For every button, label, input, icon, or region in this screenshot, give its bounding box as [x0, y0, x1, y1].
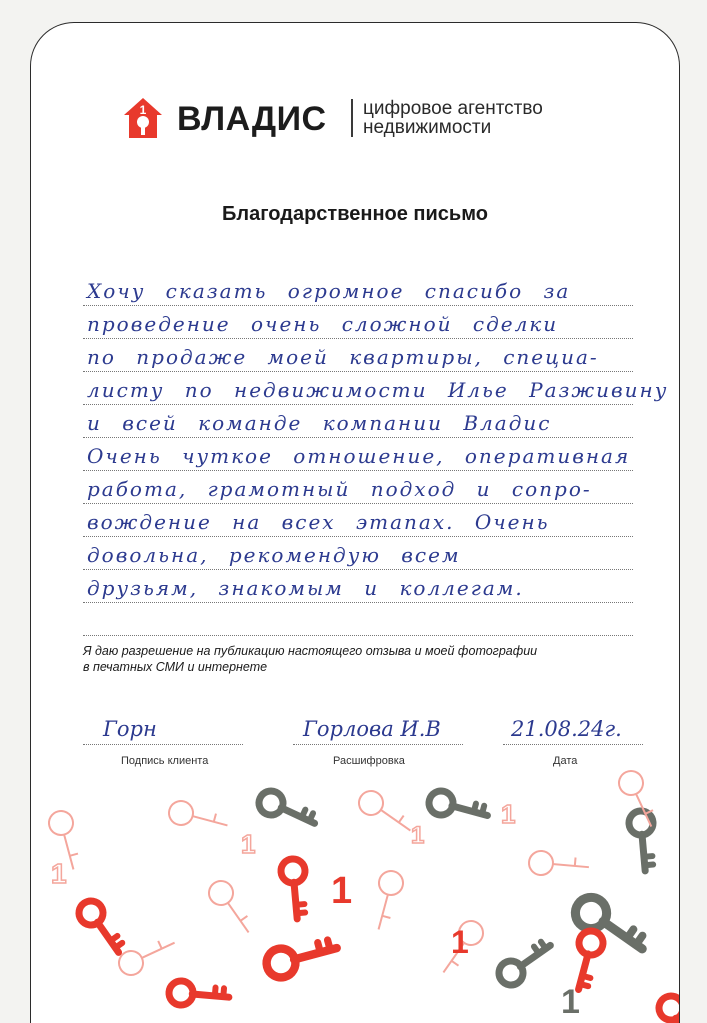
date-line: [503, 743, 643, 745]
logo-number: 1: [139, 103, 147, 117]
body-line: [83, 570, 633, 603]
brand-logo: [123, 97, 593, 141]
handwritten-text: Хочу сказать огромное спасибо за: [87, 279, 571, 303]
keys-pattern-decoration: [31, 763, 679, 1023]
letter-card: [30, 22, 680, 1023]
body-line: [83, 504, 633, 537]
handwritten-text: по продаже моей квартиры, специа-: [87, 345, 599, 369]
svg-text:1: 1: [411, 822, 425, 849]
signature-row: [83, 701, 643, 771]
body-line: [83, 471, 633, 504]
svg-text:1: 1: [561, 983, 580, 1021]
client-signature: Горн: [103, 717, 157, 741]
date-caption: Дата: [553, 755, 578, 767]
tagline-line-1: цифровое агентство: [363, 98, 543, 119]
svg-text:1: 1: [51, 858, 67, 889]
name-caption: Расшифровка: [333, 755, 405, 767]
publication-consent: [83, 643, 603, 675]
handwritten-body: [83, 273, 669, 636]
handwritten-text: и всей команде компании Владис: [87, 411, 552, 435]
signature-line: [83, 743, 243, 745]
handwritten-text: работа, грамотный подход и сопро-: [87, 477, 592, 501]
brand-name: ВЛАДИС: [177, 100, 327, 138]
body-line: [83, 537, 633, 570]
svg-text:1: 1: [241, 829, 256, 859]
consent-line-1: Я даю разрешение на публикацию настоящего отзыва и моей фотографии: [83, 644, 538, 658]
signature-caption: Подпись клиента: [121, 755, 209, 767]
handwritten-text: листу по недвижимости Илье Разживину: [87, 378, 669, 402]
signed-date: 21.08.24г.: [511, 717, 622, 741]
body-line: [83, 306, 633, 339]
body-line: [83, 339, 633, 372]
handwritten-text: друзьям, знакомым и коллегам.: [87, 576, 524, 600]
body-line: [83, 273, 633, 306]
tagline-line-2: недвижимости: [363, 117, 492, 138]
body-line: [83, 405, 633, 438]
body-line: [83, 372, 669, 405]
house-key-logo-icon: [123, 97, 163, 139]
letter-title: Благодарственное письмо: [222, 203, 488, 225]
logo-divider: [351, 99, 353, 137]
body-line: [83, 603, 633, 636]
svg-text:1: 1: [451, 924, 469, 960]
handwritten-text: Очень чуткое отношение, оперативная: [87, 444, 631, 468]
handwritten-text: вождение на всех этапах. Очень: [87, 510, 550, 534]
name-line: [293, 743, 463, 745]
handwritten-text: проведение очень сложной сделки: [87, 312, 559, 336]
brand-tagline: [363, 99, 543, 137]
svg-text:1: 1: [331, 870, 353, 912]
handwritten-text: довольна, рекомендую всем: [87, 543, 461, 567]
consent-line-2: в печатных СМИ и интернете: [83, 660, 268, 674]
name-decoding: Горлова И.В: [303, 717, 441, 741]
svg-text:1: 1: [501, 799, 516, 829]
body-line: [83, 438, 633, 471]
